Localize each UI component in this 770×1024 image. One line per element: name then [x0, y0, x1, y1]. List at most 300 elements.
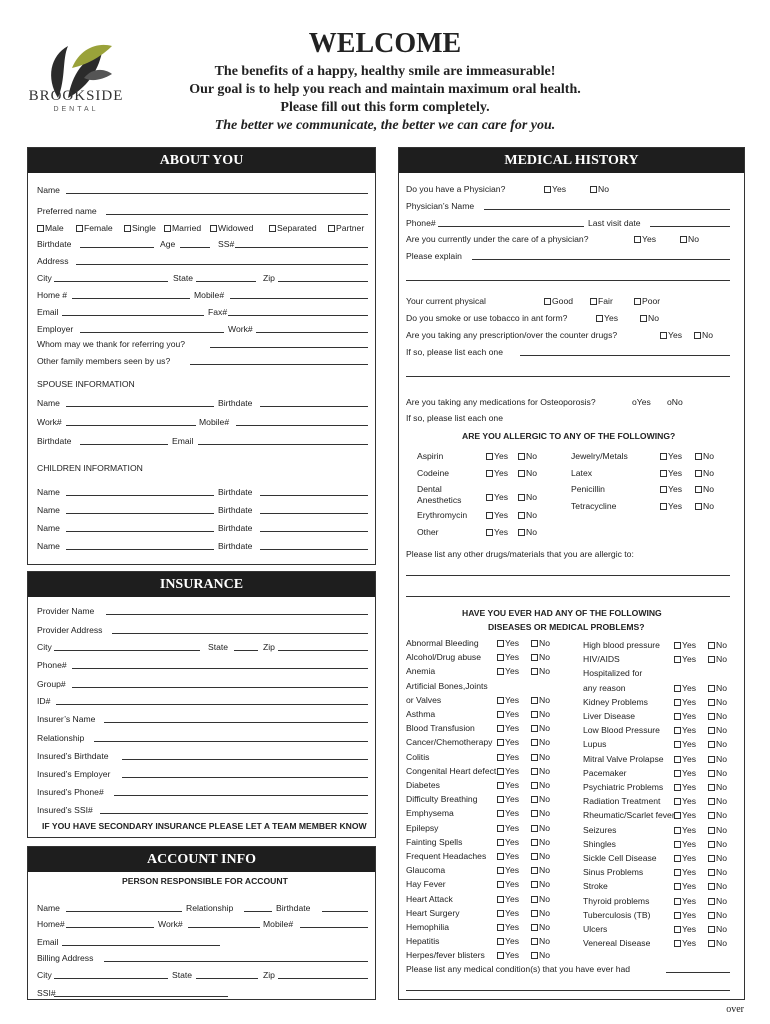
disease-left-yes-1[interactable] [497, 652, 519, 663]
checkbox-icon[interactable] [486, 470, 493, 477]
checkbox-icon[interactable] [674, 685, 681, 692]
disease-right-no-13[interactable] [708, 825, 727, 836]
ins-provider-input[interactable] [106, 614, 368, 615]
checkbox-icon[interactable] [590, 186, 597, 193]
disease-right-no-18[interactable] [708, 896, 727, 907]
list-each-input[interactable] [520, 355, 730, 356]
checkbox-icon[interactable] [37, 225, 44, 232]
ins-paddress-input[interactable] [112, 633, 368, 634]
disease-left-yes-8[interactable] [497, 752, 519, 763]
disease-right-yes-12[interactable] [674, 810, 696, 821]
allergy-right-no-2[interactable] [695, 484, 714, 495]
checkbox-icon[interactable] [674, 770, 681, 777]
family-input[interactable] [190, 364, 368, 365]
acc-email-input[interactable] [62, 945, 220, 946]
disease-left-no-22[interactable] [531, 950, 550, 961]
checkbox-icon[interactable] [674, 713, 681, 720]
disease-left-no-6[interactable] [531, 723, 550, 734]
checkbox-icon[interactable] [497, 782, 504, 789]
disease-right-yes-4[interactable] [674, 697, 696, 708]
checkbox-icon[interactable] [497, 952, 504, 959]
allergy-left-no-4[interactable] [518, 527, 537, 538]
checkbox-icon[interactable] [660, 453, 667, 460]
checkbox-icon[interactable] [634, 236, 641, 243]
disease-right-yes-0[interactable] [674, 640, 696, 651]
checkbox-icon[interactable] [531, 782, 538, 789]
disease-left-yes-22[interactable] [497, 950, 519, 961]
child-birth-input[interactable] [260, 531, 368, 532]
checkbox-icon[interactable] [531, 839, 538, 846]
checkbox-icon[interactable] [674, 855, 681, 862]
checkbox-icon[interactable] [695, 503, 702, 510]
disease-left-yes-13[interactable] [497, 823, 519, 834]
ins-id-input[interactable] [56, 704, 368, 705]
checkbox-icon[interactable] [486, 512, 493, 519]
checkbox-icon[interactable] [486, 453, 493, 460]
zip-input[interactable] [278, 281, 368, 282]
drugs-yes[interactable] [660, 330, 682, 341]
disease-right-no-8[interactable] [708, 754, 727, 765]
checkbox-icon[interactable] [497, 810, 504, 817]
acc-name-input[interactable] [66, 911, 182, 912]
other-conditions-input[interactable] [666, 972, 730, 973]
disease-right-no-0[interactable] [708, 640, 727, 651]
checkbox-icon[interactable] [531, 853, 538, 860]
disease-left-no-13[interactable] [531, 823, 550, 834]
physical-poor[interactable] [634, 296, 660, 307]
allergy-right-yes-2[interactable] [660, 484, 682, 495]
physician-yes[interactable] [544, 184, 566, 195]
disease-right-no-11[interactable] [708, 796, 727, 807]
disease-left-yes-0[interactable] [497, 638, 519, 649]
disease-right-no-6[interactable] [708, 725, 727, 736]
disease-left-no-18[interactable] [531, 894, 550, 905]
disease-right-yes-5[interactable] [674, 711, 696, 722]
checkbox-icon[interactable] [531, 938, 538, 945]
child-birth-input[interactable] [260, 495, 368, 496]
child-name-input[interactable] [66, 513, 214, 514]
disease-right-no-17[interactable] [708, 881, 727, 892]
allergy-left-no-0[interactable] [518, 451, 537, 462]
disease-right-yes-3[interactable] [674, 683, 696, 694]
ins-city-input[interactable] [54, 650, 200, 651]
checkbox-icon[interactable] [674, 699, 681, 706]
disease-left-yes-7[interactable] [497, 737, 519, 748]
checkbox-icon[interactable] [531, 768, 538, 775]
checkbox-icon[interactable] [486, 494, 493, 501]
disease-right-no-14[interactable] [708, 839, 727, 850]
age-input[interactable] [180, 247, 210, 248]
ssn-input[interactable] [235, 247, 368, 248]
checkbox-icon[interactable] [708, 940, 715, 947]
state-input[interactable] [196, 281, 256, 282]
checkbox-icon[interactable] [708, 827, 715, 834]
checkbox-icon[interactable] [518, 529, 525, 536]
allergy-left-yes-3[interactable] [486, 510, 508, 521]
explain-input-2[interactable] [406, 280, 730, 281]
checkbox-icon[interactable] [674, 656, 681, 663]
checkbox-icon[interactable] [497, 697, 504, 704]
checkbox-icon[interactable] [708, 727, 715, 734]
preferred-input[interactable] [106, 214, 368, 215]
disease-left-no-15[interactable] [531, 851, 550, 862]
checkbox-icon[interactable] [497, 839, 504, 846]
ins-group-input[interactable] [72, 687, 368, 688]
disease-left-no-11[interactable] [531, 794, 550, 805]
disease-right-yes-1[interactable] [674, 654, 696, 665]
ins-issn-input[interactable] [100, 813, 368, 814]
checkbox-icon[interactable] [164, 225, 171, 232]
checkbox-icon[interactable] [124, 225, 131, 232]
disease-right-no-16[interactable] [708, 867, 727, 878]
allergy-right-no-0[interactable] [695, 451, 714, 462]
acc-city-input[interactable] [54, 978, 168, 979]
checkbox-icon[interactable] [660, 332, 667, 339]
checkbox-icon[interactable] [708, 685, 715, 692]
disease-right-yes-11[interactable] [674, 796, 696, 807]
acc-home-input[interactable] [66, 927, 154, 928]
spouse-work-input[interactable] [66, 425, 196, 426]
disease-right-yes-15[interactable] [674, 853, 696, 864]
status-widowed[interactable] [210, 223, 253, 234]
allergy-left-yes-4[interactable] [486, 527, 508, 538]
checkbox-icon[interactable] [497, 853, 504, 860]
acc-rel-input[interactable] [244, 911, 272, 912]
ins-ibirth-input[interactable] [122, 759, 368, 760]
checkbox-icon[interactable] [694, 332, 701, 339]
checkbox-icon[interactable] [531, 725, 538, 732]
checkbox-icon[interactable] [708, 883, 715, 890]
checkbox-icon[interactable] [708, 869, 715, 876]
spouse-mobile-input[interactable] [236, 425, 368, 426]
checkbox-icon[interactable] [674, 827, 681, 834]
checkbox-icon[interactable] [497, 796, 504, 803]
checkbox-icon[interactable] [674, 926, 681, 933]
checkbox-icon[interactable] [708, 713, 715, 720]
allergy-left-no-1[interactable] [518, 468, 537, 479]
checkbox-icon[interactable] [497, 739, 504, 746]
disease-right-no-5[interactable] [708, 711, 727, 722]
city-input[interactable] [54, 281, 168, 282]
acc-state-input[interactable] [196, 978, 258, 979]
checkbox-icon[interactable] [708, 784, 715, 791]
physician-name-input[interactable] [484, 209, 730, 210]
checkbox-icon[interactable] [531, 640, 538, 647]
disease-left-yes-5[interactable] [497, 709, 519, 720]
checkbox-icon[interactable] [497, 896, 504, 903]
checkbox-icon[interactable] [674, 940, 681, 947]
checkbox-icon[interactable] [674, 883, 681, 890]
checkbox-icon[interactable] [708, 642, 715, 649]
ins-relationship-input[interactable] [94, 741, 368, 742]
work-input[interactable] [256, 332, 368, 333]
disease-left-no-2[interactable] [531, 666, 550, 677]
disease-left-yes-15[interactable] [497, 851, 519, 862]
disease-right-no-21[interactable] [708, 938, 727, 949]
checkbox-icon[interactable] [640, 315, 647, 322]
child-birth-input[interactable] [260, 513, 368, 514]
care-yes[interactable] [634, 234, 656, 245]
disease-left-no-1[interactable] [531, 652, 550, 663]
checkbox-icon[interactable] [531, 924, 538, 931]
checkbox-icon[interactable] [497, 938, 504, 945]
allergy-left-yes-0[interactable] [486, 451, 508, 462]
checkbox-icon[interactable] [531, 739, 538, 746]
ins-state-input[interactable] [234, 650, 258, 651]
disease-left-yes-11[interactable] [497, 794, 519, 805]
tobacco-no[interactable] [640, 313, 659, 324]
checkbox-icon[interactable] [531, 654, 538, 661]
disease-right-no-12[interactable] [708, 810, 727, 821]
other-allergic-input[interactable] [406, 575, 730, 576]
disease-left-no-0[interactable] [531, 638, 550, 649]
checkbox-icon[interactable] [544, 298, 551, 305]
checkbox-icon[interactable] [531, 711, 538, 718]
checkbox-icon[interactable] [497, 910, 504, 917]
disease-left-yes-9[interactable] [497, 766, 519, 777]
name-input[interactable] [66, 193, 368, 194]
ins-zip-input[interactable] [278, 650, 368, 651]
disease-right-yes-6[interactable] [674, 725, 696, 736]
ins-phone-input[interactable] [72, 668, 368, 669]
spouse-birth-input[interactable] [260, 406, 368, 407]
checkbox-icon[interactable] [674, 784, 681, 791]
disease-left-yes-17[interactable] [497, 879, 519, 890]
home-input[interactable] [72, 298, 190, 299]
disease-right-no-3[interactable] [708, 683, 727, 694]
checkbox-icon[interactable] [695, 486, 702, 493]
checkbox-icon[interactable] [674, 741, 681, 748]
checkbox-icon[interactable] [497, 711, 504, 718]
checkbox-icon[interactable] [518, 512, 525, 519]
checkbox-icon[interactable] [674, 798, 681, 805]
disease-right-yes-20[interactable] [674, 924, 696, 935]
disease-right-yes-7[interactable] [674, 739, 696, 750]
disease-left-no-21[interactable] [531, 936, 550, 947]
care-no[interactable] [680, 234, 699, 245]
disease-left-yes-4[interactable] [497, 695, 519, 706]
checkbox-icon[interactable] [674, 869, 681, 876]
checkbox-icon[interactable] [596, 315, 603, 322]
checkbox-icon[interactable] [660, 470, 667, 477]
ins-insurer-input[interactable] [104, 722, 368, 723]
status-single[interactable] [124, 223, 156, 234]
disease-right-no-19[interactable] [708, 910, 727, 921]
physical-fair[interactable] [590, 296, 613, 307]
checkbox-icon[interactable] [708, 699, 715, 706]
disease-right-yes-17[interactable] [674, 881, 696, 892]
checkbox-icon[interactable] [269, 225, 276, 232]
child-name-input[interactable] [66, 531, 214, 532]
child-name-input[interactable] [66, 495, 214, 496]
checkbox-icon[interactable] [695, 470, 702, 477]
disease-left-no-7[interactable] [531, 737, 550, 748]
disease-left-yes-20[interactable] [497, 922, 519, 933]
acc-mobile-input[interactable] [300, 927, 368, 928]
checkbox-icon[interactable] [497, 825, 504, 832]
disease-left-yes-10[interactable] [497, 780, 519, 791]
checkbox-icon[interactable] [660, 486, 667, 493]
checkbox-icon[interactable] [497, 640, 504, 647]
checkbox-icon[interactable] [518, 494, 525, 501]
checkbox-icon[interactable] [497, 668, 504, 675]
checkbox-icon[interactable] [497, 881, 504, 888]
disease-left-yes-18[interactable] [497, 894, 519, 905]
checkbox-icon[interactable] [497, 754, 504, 761]
checkbox-icon[interactable] [531, 796, 538, 803]
phone-input[interactable] [438, 226, 584, 227]
disease-right-yes-19[interactable] [674, 910, 696, 921]
disease-left-no-8[interactable] [531, 752, 550, 763]
status-separated[interactable] [269, 223, 317, 234]
disease-left-no-4[interactable] [531, 695, 550, 706]
checkbox-icon[interactable] [76, 225, 83, 232]
checkbox-icon[interactable] [708, 926, 715, 933]
checkbox-icon[interactable] [674, 841, 681, 848]
allergy-left-yes-1[interactable] [486, 468, 508, 479]
checkbox-icon[interactable] [708, 656, 715, 663]
disease-right-no-1[interactable] [708, 654, 727, 665]
checkbox-icon[interactable] [708, 898, 715, 905]
allergy-right-no-3[interactable] [695, 501, 714, 512]
allergy-left-no-2[interactable] [518, 492, 537, 503]
checkbox-icon[interactable] [674, 812, 681, 819]
checkbox-icon[interactable] [674, 642, 681, 649]
checkbox-icon[interactable] [328, 225, 335, 232]
allergy-right-yes-0[interactable] [660, 451, 682, 462]
other-conditions-input-2[interactable] [406, 990, 730, 991]
acc-bd-input[interactable] [322, 911, 368, 912]
checkbox-icon[interactable] [531, 881, 538, 888]
ins-iemployer-input[interactable] [122, 777, 368, 778]
disease-left-no-16[interactable] [531, 865, 550, 876]
checkbox-icon[interactable] [590, 298, 597, 305]
checkbox-icon[interactable] [544, 186, 551, 193]
checkbox-icon[interactable] [497, 725, 504, 732]
acc-work-input[interactable] [188, 927, 260, 928]
disease-right-yes-21[interactable] [674, 938, 696, 949]
checkbox-icon[interactable] [531, 810, 538, 817]
referred-input[interactable] [210, 347, 368, 348]
disease-right-yes-9[interactable] [674, 768, 696, 779]
disease-right-no-10[interactable] [708, 782, 727, 793]
disease-left-yes-6[interactable] [497, 723, 519, 734]
disease-left-no-9[interactable] [531, 766, 550, 777]
checkbox-icon[interactable] [531, 867, 538, 874]
disease-left-no-10[interactable] [531, 780, 550, 791]
checkbox-icon[interactable] [674, 898, 681, 905]
physician-no[interactable] [590, 184, 609, 195]
last-visit-input[interactable] [650, 226, 730, 227]
checkbox-icon[interactable] [674, 727, 681, 734]
status-partner[interactable] [328, 223, 364, 234]
checkbox-icon[interactable] [708, 855, 715, 862]
disease-left-yes-21[interactable] [497, 936, 519, 947]
disease-right-yes-16[interactable] [674, 867, 696, 878]
checkbox-icon[interactable] [708, 741, 715, 748]
status-married[interactable] [164, 223, 201, 234]
disease-left-yes-12[interactable] [497, 808, 519, 819]
disease-left-yes-16[interactable] [497, 865, 519, 876]
physical-good[interactable] [544, 296, 573, 307]
disease-left-no-17[interactable] [531, 879, 550, 890]
checkbox-icon[interactable] [674, 756, 681, 763]
checkbox-icon[interactable] [695, 453, 702, 460]
status-male[interactable] [37, 223, 64, 234]
disease-left-no-19[interactable] [531, 908, 550, 919]
checkbox-icon[interactable] [518, 470, 525, 477]
checkbox-icon[interactable] [531, 896, 538, 903]
disease-right-yes-18[interactable] [674, 896, 696, 907]
address-input[interactable] [76, 264, 368, 265]
other-allergic-input-2[interactable] [406, 596, 730, 597]
checkbox-icon[interactable] [497, 867, 504, 874]
disease-left-yes-19[interactable] [497, 908, 519, 919]
allergy-left-no-3[interactable] [518, 510, 537, 521]
acc-ssi-input[interactable] [54, 996, 228, 997]
acc-zip-input[interactable] [278, 978, 368, 979]
tobacco-yes[interactable] [596, 313, 618, 324]
checkbox-icon[interactable] [708, 798, 715, 805]
disease-right-yes-13[interactable] [674, 825, 696, 836]
list-each-input-2[interactable] [406, 376, 730, 377]
child-birth-input[interactable] [260, 549, 368, 550]
disease-right-no-15[interactable] [708, 853, 727, 864]
disease-left-no-12[interactable] [531, 808, 550, 819]
employer-input[interactable] [80, 332, 224, 333]
disease-left-no-5[interactable] [531, 709, 550, 720]
allergy-right-yes-3[interactable] [660, 501, 682, 512]
spouse-bd-input[interactable] [80, 444, 168, 445]
checkbox-icon[interactable] [497, 924, 504, 931]
checkbox-icon[interactable] [531, 697, 538, 704]
checkbox-icon[interactable] [497, 768, 504, 775]
disease-right-yes-10[interactable] [674, 782, 696, 793]
birthdate-input[interactable] [80, 247, 154, 248]
explain-input[interactable] [472, 259, 730, 260]
checkbox-icon[interactable] [531, 910, 538, 917]
disease-right-no-7[interactable] [708, 739, 727, 750]
checkbox-icon[interactable] [531, 825, 538, 832]
checkbox-icon[interactable] [531, 668, 538, 675]
checkbox-icon[interactable] [497, 654, 504, 661]
checkbox-icon[interactable] [708, 812, 715, 819]
checkbox-icon[interactable] [680, 236, 687, 243]
checkbox-icon[interactable] [518, 453, 525, 460]
allergy-left-yes-2[interactable] [486, 492, 508, 503]
disease-left-yes-14[interactable] [497, 837, 519, 848]
status-female[interactable] [76, 223, 113, 234]
drugs-no[interactable] [694, 330, 713, 341]
checkbox-icon[interactable] [531, 952, 538, 959]
disease-right-yes-8[interactable] [674, 754, 696, 765]
child-name-input[interactable] [66, 549, 214, 550]
disease-right-no-20[interactable] [708, 924, 727, 935]
checkbox-icon[interactable] [210, 225, 217, 232]
disease-right-yes-14[interactable] [674, 839, 696, 850]
fax-input[interactable] [228, 315, 368, 316]
acc-billing-input[interactable] [104, 961, 368, 962]
checkbox-icon[interactable] [660, 503, 667, 510]
ins-iphone-input[interactable] [114, 795, 368, 796]
spouse-email-input[interactable] [198, 444, 368, 445]
allergy-right-no-1[interactable] [695, 468, 714, 479]
checkbox-icon[interactable] [634, 298, 641, 305]
checkbox-icon[interactable] [486, 529, 493, 536]
checkbox-icon[interactable] [708, 770, 715, 777]
allergy-right-yes-1[interactable] [660, 468, 682, 479]
checkbox-icon[interactable] [708, 841, 715, 848]
